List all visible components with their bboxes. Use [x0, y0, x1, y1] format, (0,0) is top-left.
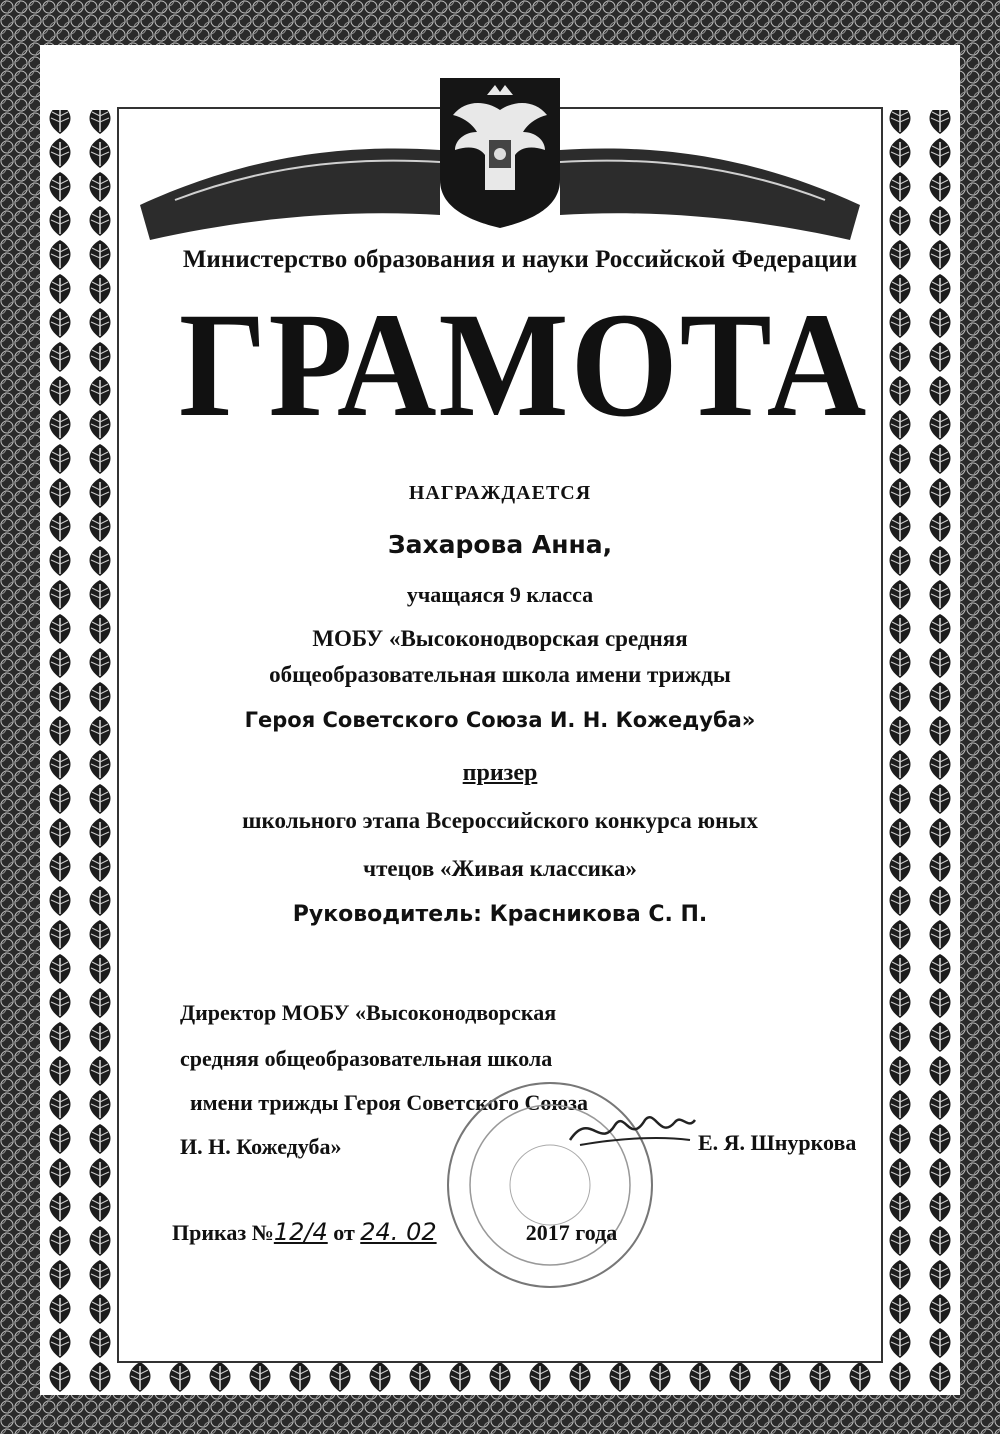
order-date: 24. 02: [360, 1218, 437, 1246]
awarded-label: НАГРАЖДАЕТСЯ: [408, 482, 592, 504]
order-from: от: [333, 1220, 355, 1245]
contest-line-2: чтецов «Живая классика»: [363, 856, 637, 881]
order-year: 2017 года: [525, 1220, 618, 1245]
director-line-3: имени трижды Героя Советского Союза: [190, 1090, 589, 1115]
contest-line-1: школьного этапа Всероссийского конкурса юных: [242, 808, 758, 833]
signature-icon: [560, 1100, 700, 1160]
recipient-name: Захарова Анна,: [387, 530, 613, 559]
order-prefix: Приказ №: [172, 1220, 274, 1245]
place-label: призер: [462, 760, 538, 786]
director-line-2: средняя общеобразовательная школа: [180, 1046, 553, 1071]
school-line-3: Героя Советского Союза И. Н. Кожедуба»: [244, 708, 756, 732]
order-line: [172, 1218, 617, 1246]
director-line-4: И. Н. Кожедуба»: [180, 1134, 342, 1159]
ministry-heading: Министерство образования и науки Российской Федерации: [182, 246, 858, 273]
supervisor-line: Руководитель: Красникова С. П.: [292, 902, 708, 927]
order-number: 12/4: [273, 1218, 328, 1246]
recipient-grade: учащаяся 9 класса: [406, 582, 594, 607]
school-line-2: общеобразовательная школа имени трижды: [269, 662, 731, 687]
director-name: Е. Я. Шнуркова: [698, 1130, 857, 1155]
document-title: ГРАМОТА: [178, 282, 869, 448]
coat-of-arms-icon: [425, 70, 575, 230]
school-line-1: МОБУ «Высоконодворская средняя: [312, 626, 688, 651]
director-line-1: Директор МОБУ «Высоконодворская: [180, 1000, 557, 1025]
